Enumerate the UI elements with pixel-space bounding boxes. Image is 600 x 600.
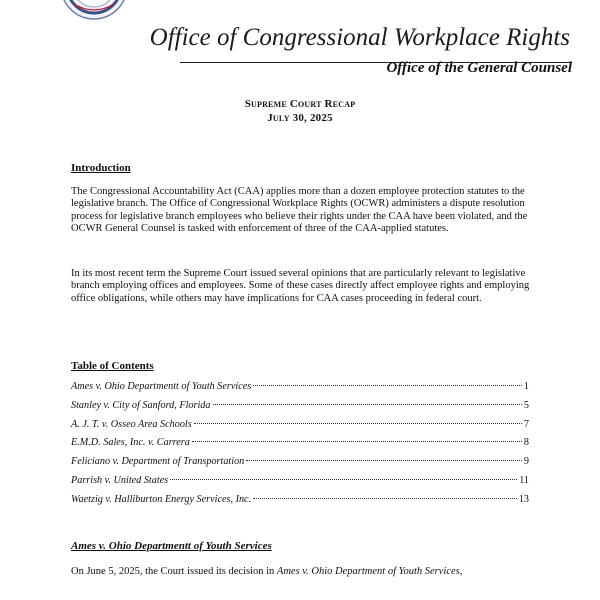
- toc-entry-title[interactable]: A. J. T. v. Osseo Area Schools: [71, 418, 192, 430]
- recap-title: Supreme Court Recap: [244, 98, 356, 110]
- congressional-seal-icon: [60, 0, 128, 20]
- recap-date: July 30, 2025: [267, 112, 333, 124]
- toc-entry-page[interactable]: 13: [518, 493, 529, 505]
- office-title: Office of Congressional Workplace Rights: [149, 24, 570, 51]
- office-subtitle: Office of the General Counsel: [386, 60, 572, 76]
- section-text-before: On June 5, 2025, the Court issued its decision in: [71, 566, 277, 577]
- toc-leader-dots: [194, 423, 522, 424]
- toc-entry-title[interactable]: Ames v. Ohio Departmentt of Youth Services: [71, 381, 252, 392]
- toc-entry[interactable]: [71, 456, 529, 475]
- toc-entry-page[interactable]: 9: [523, 456, 529, 468]
- toc-leader-dots: [253, 498, 517, 499]
- toc-entry-title[interactable]: Feliciano v. Department of Transportation: [71, 456, 245, 468]
- toc-entry[interactable]: [71, 381, 529, 400]
- section-body-text: [71, 566, 462, 577]
- toc-entry-page[interactable]: 11: [519, 474, 529, 486]
- toc-leader-dots: [192, 441, 522, 442]
- toc-leader-dots: [170, 479, 517, 480]
- section-heading: Ames v. Ohio Departmentt of Youth Services: [71, 540, 272, 552]
- introduction-heading: Introduction: [71, 162, 131, 174]
- toc-leader-dots: [213, 404, 522, 405]
- toc-entry[interactable]: [71, 475, 529, 494]
- section-text-after: ,: [459, 566, 463, 577]
- toc-leader-dots: [246, 460, 522, 461]
- toc-leader-dots: [253, 385, 522, 386]
- toc-entry[interactable]: [71, 419, 529, 438]
- toc-entry[interactable]: [71, 437, 529, 456]
- introduction-paragraph: The Congressional Accountability Act (CAA) applies more than a dozen employee protection statutes to the legislative branch. The Office of Congressional Workplace Rights (OCWR) administers a dispute resolution process for legislative branch employees who believe their rights under the CAA have been violated, and the OCWR General Counsel is tasked with enforcement of three of the CAA-applied statutes.: [71, 186, 528, 235]
- toc-entry-title[interactable]: E.M.D. Sales, Inc. v. Carrera: [71, 437, 190, 449]
- introduction-paragraph: In its most recent term the Supreme Court issued several opinions that are particularly relevant to legislative branch employing offices and employees. Some of these cases directly affect employee rights and employing office obligations, while others may have implications for CAA cases proceeding in federal court.: [71, 268, 530, 304]
- table-of-contents: [71, 381, 529, 513]
- recap-heading: [0, 97, 600, 125]
- toc-entry-title[interactable]: Waetzig v. Halliburton Energy Services, Inc.: [71, 493, 252, 505]
- toc-entry[interactable]: [71, 400, 529, 419]
- toc-heading: Table of Contents: [71, 360, 154, 372]
- section-case-name: Ames v. Ohio Department of Youth Services: [276, 566, 460, 577]
- toc-entry-page[interactable]: 1: [523, 381, 529, 392]
- toc-entry-title[interactable]: Stanley v. City of Sanford, Florida: [71, 399, 211, 411]
- toc-entry-page[interactable]: 7: [523, 418, 529, 430]
- toc-entry[interactable]: [71, 494, 529, 513]
- toc-entry-page[interactable]: 8: [523, 437, 529, 449]
- toc-entry-page[interactable]: 5: [523, 399, 529, 411]
- toc-entry-title[interactable]: Parrish v. United States: [71, 474, 169, 486]
